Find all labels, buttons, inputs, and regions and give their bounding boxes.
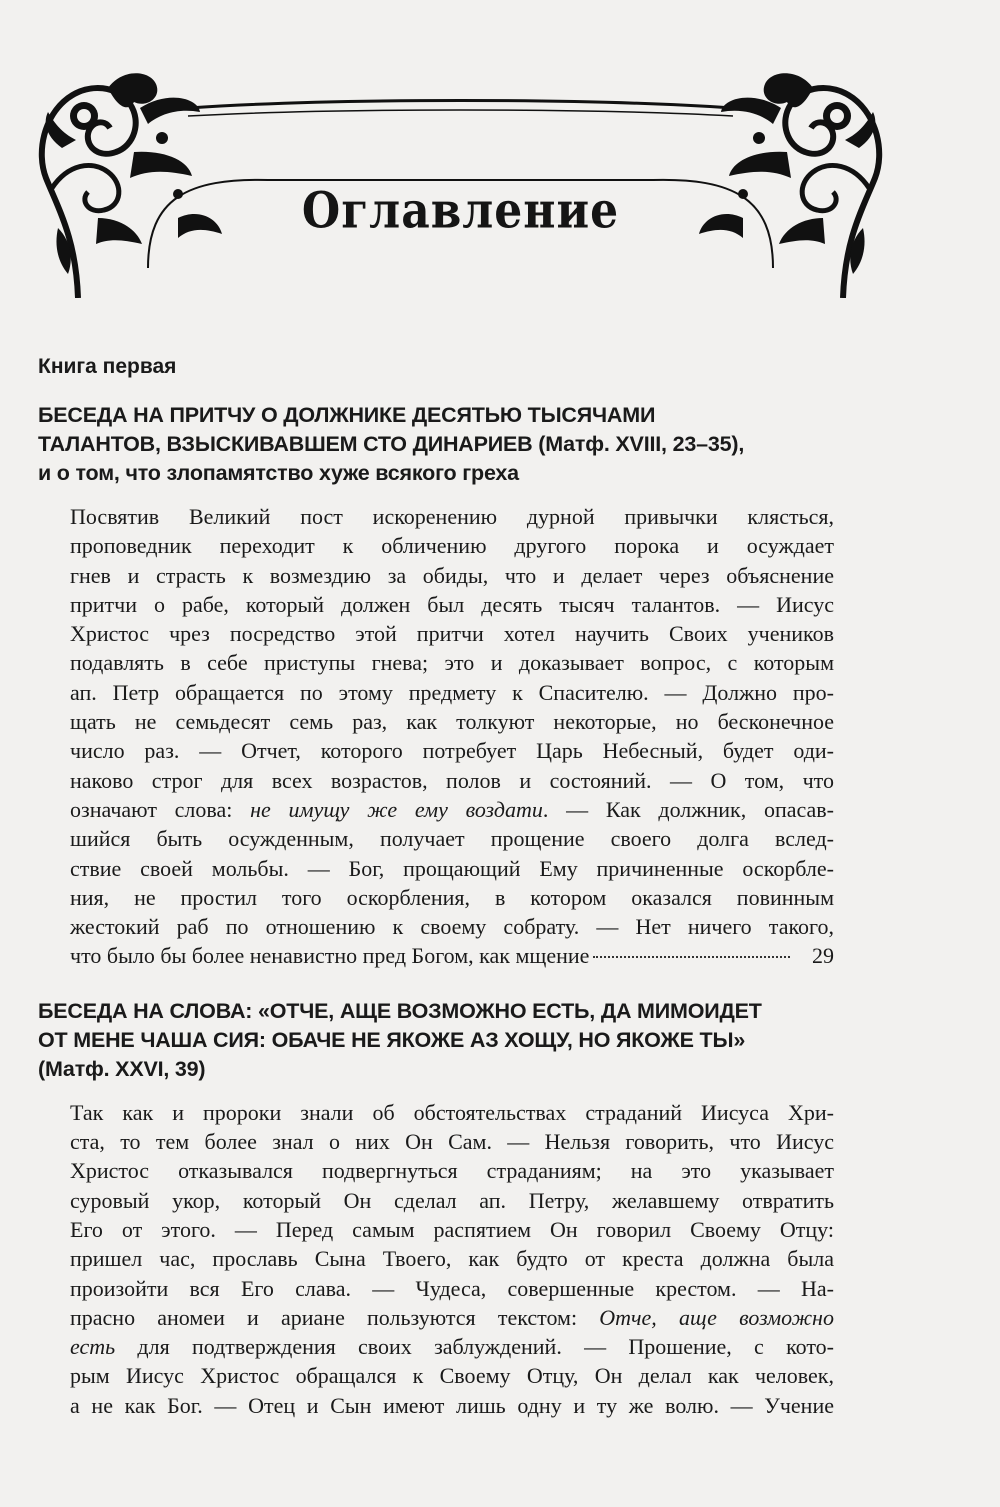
- summary-line: Посвятив Великий пост искоренению дурной привычки клясться,: [70, 504, 834, 529]
- summary-line: [70, 1303, 834, 1332]
- text-run: означают слова:: [70, 796, 251, 822]
- summary-line: наково строг для всех возрастов, полов и состояний. — О том, что: [70, 767, 834, 793]
- sermon-title: [38, 401, 848, 488]
- text-run: . — Как должник, опасав-: [542, 796, 834, 822]
- text-run: прасно аномеи и ариане пользуются текстом:: [70, 1304, 600, 1330]
- quoted-text: Отче, аще возможно: [599, 1304, 834, 1330]
- summary-line: а не как Бог. — Отец и Сын имеют лишь одну и ту же волю. — Учение: [70, 1392, 834, 1418]
- sermon-title-line: БЕСЕДА НА СЛОВА: «ОТЧЕ, АЩЕ ВОЗМОЖНО ЕСТЬ, ДА МИМОИДЕТ: [38, 998, 762, 1023]
- sermon-summary: [70, 1098, 834, 1420]
- summary-line: произойти вся Его слава. — Чудеса, совершенные крестом. — На-: [70, 1275, 834, 1301]
- text-run: для подтверждения своих заблуждений. — Прошение, с кото-: [115, 1334, 834, 1360]
- summary-line: число раз. — Отчет, которого потребует Царь Небесный, будет оди-: [70, 738, 834, 764]
- toc-leader-line: [70, 941, 834, 970]
- summary-line: [70, 795, 834, 824]
- sermon-title-line: ОТ МЕНЕ ЧАША СИЯ: ОБАЧЕ НЕ ЯКОЖЕ АЗ ХОЩУ, НО ЯКОЖЕ ТЫ»: [38, 1027, 746, 1052]
- summary-line: ствие своей мольбы. — Бог, прощающий Ему причиненные оскорбле-: [70, 855, 834, 881]
- summary-line: Так как и пророки знали об обстоятельствах страданий Иисуса Хри-: [70, 1099, 834, 1125]
- quoted-text: не имущу же ему воздати: [250, 796, 543, 822]
- table-of-contents: [38, 355, 848, 1446]
- summary-line: ста, то тем более знал о них Он Сам. — Нельзя говорить, что Иисус: [70, 1129, 834, 1155]
- summary-line: рым Иисус Христос обращался к Своему Отцу, Он делал как человек,: [70, 1363, 834, 1389]
- summary-line: шийся быть осужденным, получает прощение своего долга вслед-: [70, 826, 834, 852]
- book-label: Книга первая: [38, 355, 177, 378]
- sermon-title-line: ТАЛАНТОВ, ВЗЫСКИВАВШЕМ СТО ДИНАРИЕВ (Матф. XVIII, 23–35),: [38, 432, 745, 456]
- summary-line: пришел час, прославь Сына Твоего, как будто от креста должна была: [70, 1246, 834, 1272]
- summary-line: что было бы более ненавистно пред Богом, как мщение: [70, 943, 590, 969]
- summary-line: Христос чрез посредство этой притчи хотел научить Своих учеников: [70, 621, 834, 647]
- sermon-summary: [70, 502, 834, 971]
- summary-line: проповедник переходит к обличению другого порока и осуждает: [70, 533, 834, 559]
- summary-line: гнев и страсть к возмездию за обиды, что и делает через объяснение: [70, 562, 834, 588]
- summary-line: ния, не простил того оскорбления, в котором оказался повинным: [70, 884, 834, 910]
- summary-line: подавлять в себе приступы гнева; это и доказывает вопрос, с которым: [70, 650, 834, 676]
- toc-entry: [38, 401, 848, 971]
- summary-line: Его от этого. — Перед самым распятием Он говорил Своему Отцу:: [70, 1216, 834, 1242]
- summary-line: [70, 1332, 834, 1361]
- quoted-text: есть: [70, 1334, 116, 1360]
- summary-line: притчи о рабе, который должен был десять тысяч талантов. — Иисус: [70, 591, 834, 617]
- summary-line: Христос отказывался подвергнуться страданиям; на это указывает: [70, 1158, 834, 1184]
- summary-line: щать не семьдесят семь раз, как толкуют некоторые, но бесконечное: [70, 709, 834, 735]
- summary-line: ап. Петр обращается по этому предмету к Спасителю. — Должно про-: [70, 679, 834, 705]
- sermon-title: [38, 997, 848, 1084]
- toc-entry: [38, 997, 848, 1420]
- page-number[interactable]: 29: [812, 943, 834, 969]
- sermon-subtitle: (Матф. XXVI, 39): [38, 1056, 206, 1081]
- summary-line: жестокий раб по отношению к своему собрату. — Нет ничего такого,: [70, 914, 834, 940]
- dot-leader: [593, 956, 790, 958]
- ornamental-header: [38, 68, 883, 298]
- sermon-subtitle: и о том, что злопамятство хуже всякого греха: [38, 461, 519, 485]
- page-title: Оглавление: [301, 182, 620, 241]
- sermon-title-line: БЕСЕДА НА ПРИТЧУ О ДОЛЖНИКЕ ДЕСЯТЬЮ ТЫСЯЧАМИ: [38, 403, 656, 427]
- summary-line: суровый укор, который Он сделал ап. Петру, желавшему отвратить: [70, 1187, 834, 1213]
